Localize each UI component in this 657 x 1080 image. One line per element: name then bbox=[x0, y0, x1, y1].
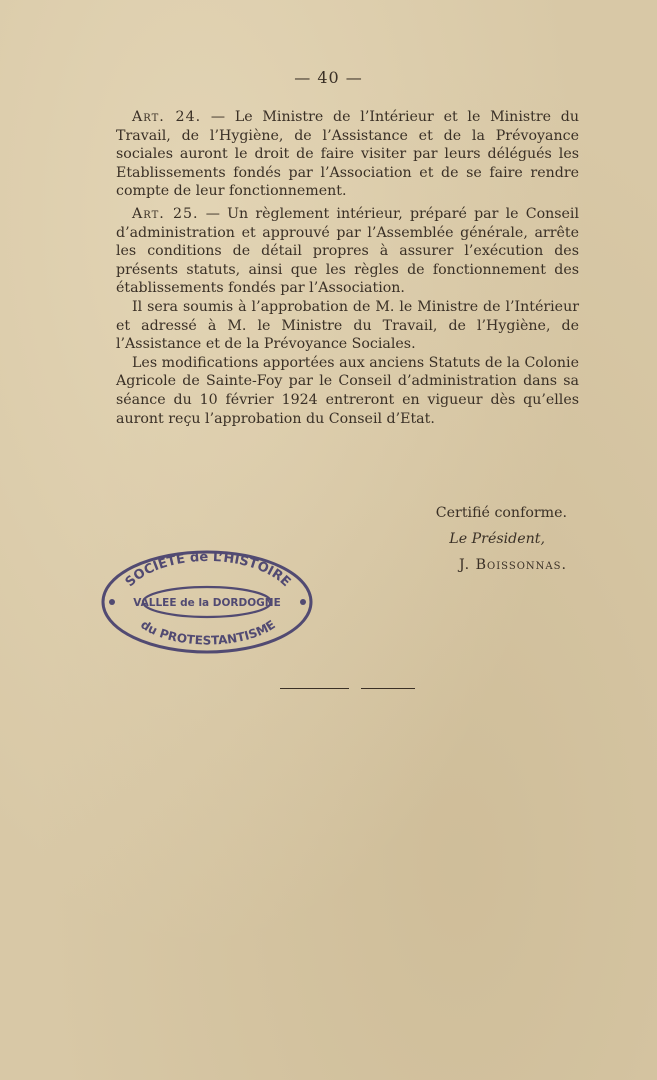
document-body bbox=[116, 108, 579, 428]
stamp-middle-text: VALLEE de la DORDOGNE bbox=[133, 597, 281, 609]
paragraph-modifications: Les modifications apportées aux anciens Statuts de la Colonie Agricole de Sainte-Foy par le Conseil d’administration dans sa séance du 10 février 1924 entreront en vigueur dès qu’elles auront reçu l’approbation du Conseil d’Etat. bbox=[116, 354, 579, 427]
paragraph-approval: Il sera soumis à l’approbation de M. le Ministre de l’Intérieur et adressé à M. le Ministre du Travail, de l’Hygiène, de l’Assistance et de la Prévoyance Sociales. bbox=[116, 298, 579, 353]
article-25 bbox=[116, 205, 579, 298]
stamp-top-text: SOCIETE de L’HISTOIRE bbox=[122, 549, 294, 591]
signatory-name: J. Boissonnas. bbox=[459, 557, 567, 573]
article-text: — Le Ministre de l’Intérieur et le Ministre du Travail, de l’Hygiène, de l’Assistance et de la Prévoyance sociales auront le droit de faire visiter par leurs délégués les Etablissements fondés par l’Association et de se faire rendre compte de leur fonctionnement. bbox=[116, 109, 579, 200]
article-label: Art. 25. bbox=[132, 205, 199, 222]
certification-text: Certifié conforme. bbox=[435, 505, 567, 521]
signatory-title: Le Président, bbox=[449, 531, 545, 547]
stamp-left-dot bbox=[109, 599, 115, 605]
stamp-graphic bbox=[100, 545, 315, 655]
article-24 bbox=[116, 108, 579, 201]
stamp-right-dot bbox=[300, 599, 306, 605]
article-text: — Un règlement intérieur, préparé par le Conseil d’administration et approuvé par l’Assemblée générale, arrête les conditions de détail propres à assurer l’exécution des présents statuts, ainsi que les règles de fonctionnement des établissements fondés par l’Association. bbox=[116, 205, 579, 297]
closing-rule-right bbox=[361, 688, 415, 689]
closing-rule-left bbox=[280, 688, 349, 689]
article-label: Art. 24. bbox=[132, 109, 202, 125]
society-stamp bbox=[100, 545, 315, 655]
page-number: — 40 — bbox=[294, 68, 363, 87]
stamp-bottom-text: du PROTESTANTISME bbox=[138, 617, 278, 648]
signature-block bbox=[377, 500, 567, 578]
